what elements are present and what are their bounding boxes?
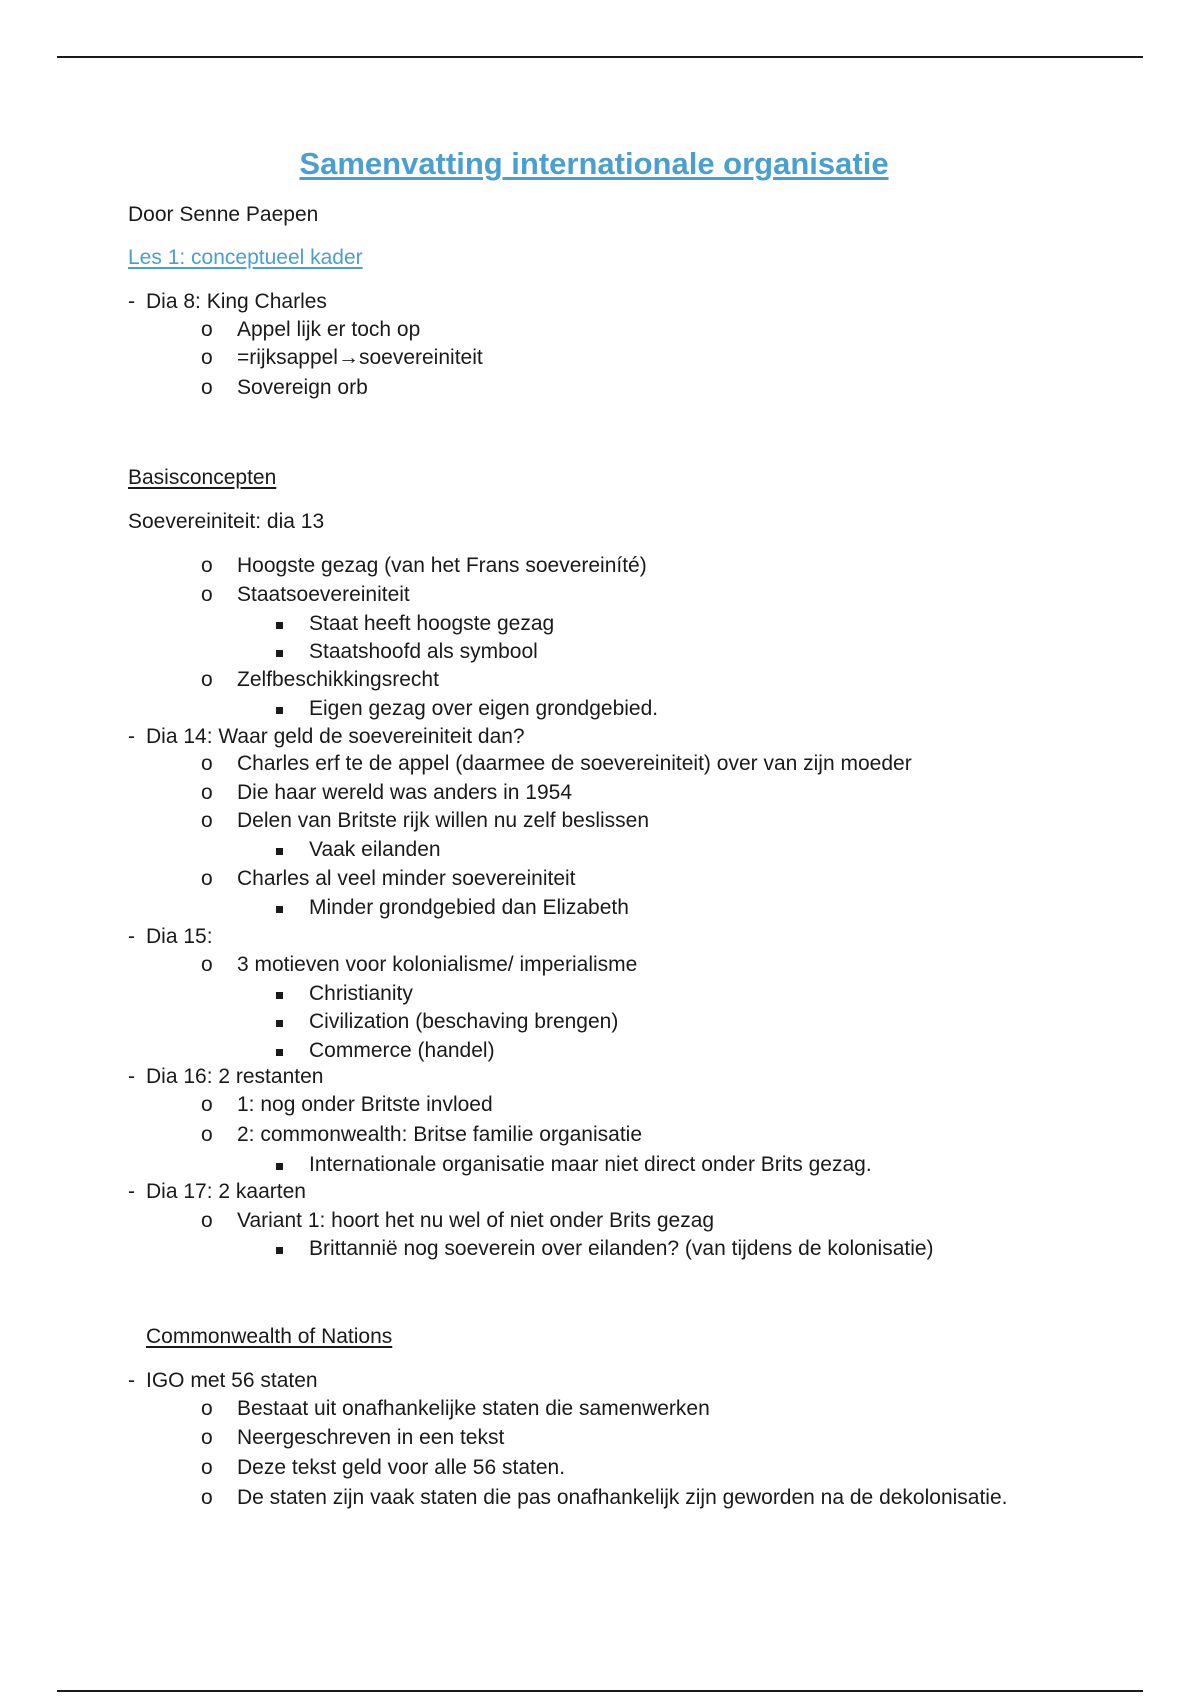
dash-bullet: - [128,1065,135,1088]
author-line: Door Senne Paepen [128,203,319,226]
circle-bullet: o [201,554,213,577]
square-bullet [276,1163,283,1170]
square-bullet [276,906,283,913]
circle-bullet: o [201,1093,213,1116]
circle-bullet: o [201,1456,213,1479]
circle-bullet: o [201,781,213,804]
square-bullet [276,1247,283,1254]
dash-bullet: - [128,290,135,313]
circle-bullet: o [201,346,213,369]
circle-bullet: o [201,953,213,976]
square-bullet [276,1020,283,1027]
section-heading-commonwealth: Commonwealth of Nations [146,1325,393,1348]
circle-bullet: o [201,1426,213,1449]
lesson-heading: Les 1: conceptueel kader [128,246,363,269]
subheading-soevereiniteit: Soevereiniteit: dia 13 [128,510,325,533]
square-bullet [276,1049,283,1056]
circle-bullet: o [201,867,213,890]
dash-bullet: - [128,1369,135,1392]
circle-bullet: o [201,1123,213,1146]
square-bullet [276,992,283,999]
footer-rule [57,1690,1143,1692]
dash-bullet: - [128,1180,135,1203]
circle-bullet: o [201,583,213,606]
circle-bullet: o [201,318,213,341]
dash-bullet: - [128,725,135,748]
dash-bullet: - [128,925,135,948]
circle-bullet: o [201,1209,213,1232]
circle-bullet: o [201,376,213,399]
circle-bullet: o [201,752,213,775]
section-heading-basisconcepten: Basisconcepten [128,466,277,489]
square-bullet [276,848,283,855]
circle-bullet: o [201,1486,213,1509]
square-bullet [276,650,283,657]
circle-bullet: o [201,668,213,691]
document-title: Samenvatting internationale organisatie [299,146,889,181]
circle-bullet: o [201,809,213,832]
circle-bullet: o [201,1397,213,1420]
header-rule [57,56,1143,58]
square-bullet [276,707,283,714]
square-bullet [276,622,283,629]
